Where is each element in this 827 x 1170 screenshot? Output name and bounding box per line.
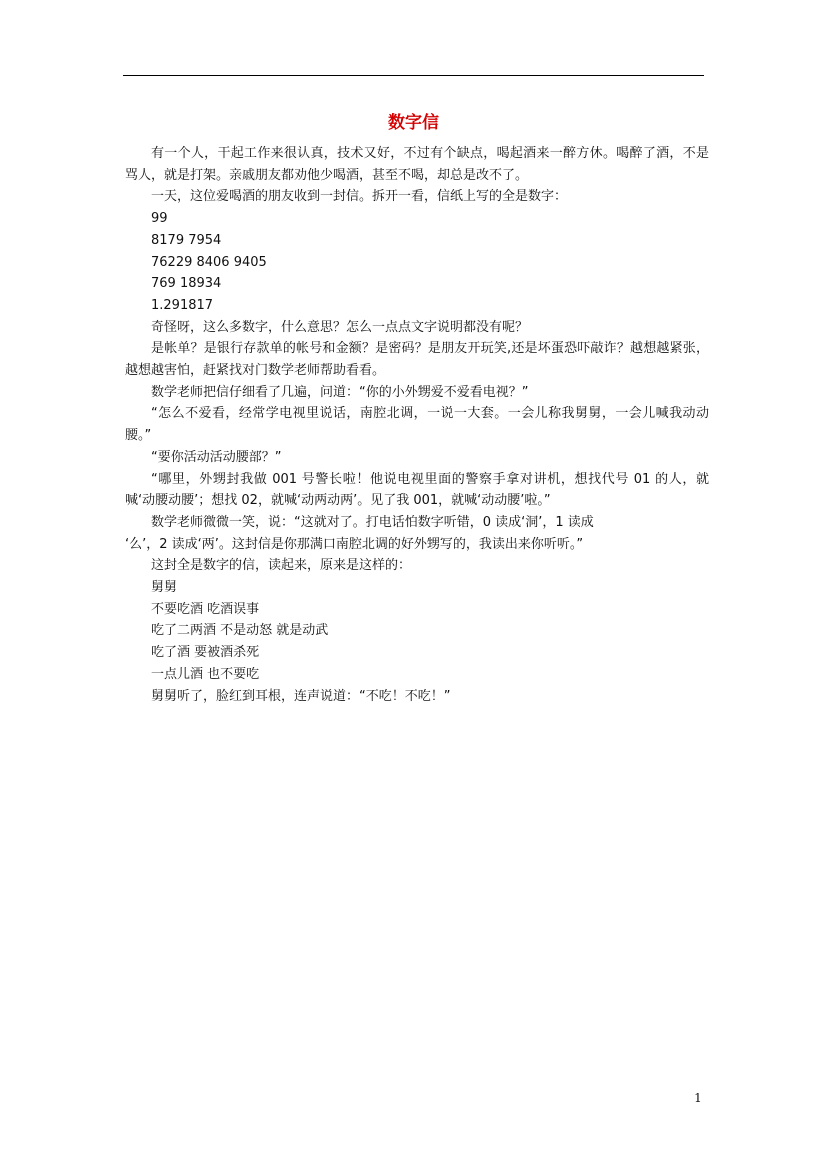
document-title: 数字信	[388, 113, 439, 133]
paragraph-uncle-answers: “怎么不爱看，经常学电视里说话，南腔北调，一说一大套。一会儿称我舅舅，一会儿喊我动动腰。”	[125, 406, 709, 444]
number-line-1: 99	[151, 211, 168, 227]
paragraph-uncle-explains: “哪里，外甥封我做 001 号警长啦！他说电视里面的警察手拿对讲机，想找代号 01 的人，就喊‘动腰动腰’；想找 02，就喊‘动两动两’。见了我 001，就喊‘动动腰’啦。”	[125, 471, 709, 509]
number-line-4: 769 18934	[151, 276, 222, 292]
letter-line-5: 一点儿酒 也不要吃	[151, 666, 260, 682]
paragraph-worried: 是帐单？是银行存款单的帐号和金额？是密码？是朋友开玩笑,还是坏蛋恐吓敲诈？越想越紧张，越想越害怕，赶紧找对门数学老师帮助看看。	[125, 341, 709, 379]
letter-line-2: 不要吃酒 吃酒误事	[151, 601, 260, 617]
paragraph-letter-received: 一天，这位爱喝酒的朋友收到一封信。拆开一看，信纸上写的全是数字：	[151, 189, 568, 205]
letter-line-1: 舅舅	[151, 580, 178, 596]
number-line-2: 8179 7954	[151, 232, 222, 248]
paragraph-ending: 舅舅听了，脸红到耳根，连声说道：“不吃！不吃！”	[151, 688, 451, 704]
paragraph-teacher-decodes: 数学老师微微一笑，说：“这就对了。打电话怕数字听错，0 读成‘洞’，1 读成	[151, 514, 594, 530]
paragraph-letter-reading: 这封全是数字的信，读起来，原来是这样的：	[151, 558, 412, 574]
paragraph-puzzled: 奇怪呀，这么多数字，什么意思？怎么一点点文字说明都没有呢？	[151, 319, 529, 335]
number-line-5: 1.291817	[151, 297, 214, 313]
paragraph-teacher-asks: 数学老师把信仔细看了几遍，问道：“你的小外甥爱不爱看电视？”	[151, 384, 529, 400]
page-number: 1	[694, 1091, 702, 1105]
letter-line-3: 吃了二两酒 不是动怒 就是动武	[151, 623, 329, 639]
letter-line-4: 吃了酒 要被酒杀死	[151, 645, 260, 661]
paragraph-teacher-question: “要你活动活动腰部？”	[151, 449, 282, 465]
paragraph-teacher-decodes-continued: ‘么’，2 读成‘两’。这封信是你那满口南腔北调的好外甥写的，我读出来你听听。”	[125, 536, 584, 552]
paragraph-intro: 有一个人，干起工作来很认真，技术又好，不过有个缺点，喝起酒来一醉方休。喝醉了酒，不是骂人，就是打架。亲戚朋友都劝他少喝酒，甚至不喝，却总是改不了。	[125, 146, 709, 183]
header-rule	[123, 75, 704, 76]
number-line-3: 76229 8406 9405	[151, 254, 267, 270]
document-body	[125, 143, 709, 707]
